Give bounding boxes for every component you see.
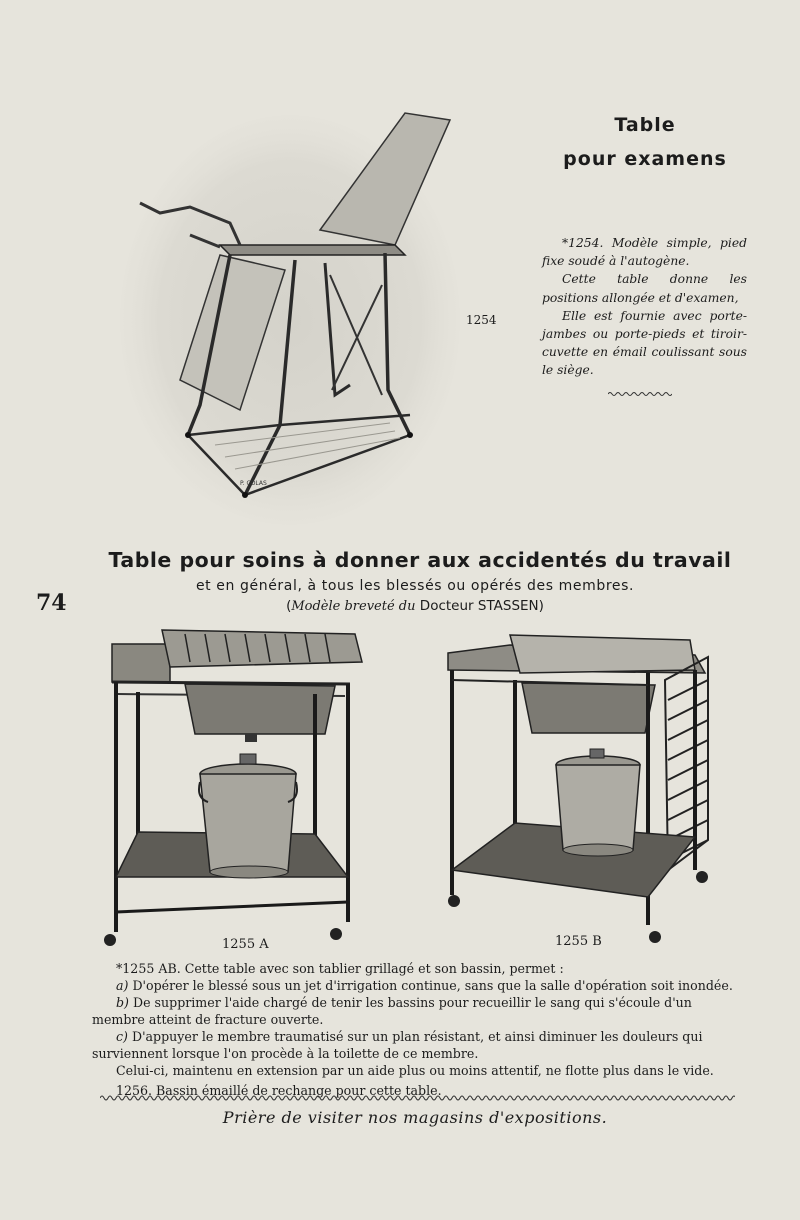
top-description (542, 234, 747, 380)
top-title-line2: pour examens (563, 148, 727, 170)
figure-signature: P. COLAS (240, 480, 267, 487)
caption-1255a: 1255 A (222, 937, 269, 952)
item-a-label: a) (116, 978, 129, 993)
footer-text: Prière de visiter nos magasins d'expositions. (222, 1108, 608, 1127)
caption-1255b: 1255 B (555, 934, 602, 949)
item-b (92, 994, 737, 1028)
line-1256: 1256. Bassin émaillé de rechange pour cette table. (116, 1083, 442, 1098)
bottom-description (92, 960, 737, 1099)
table-1255a-illustration (100, 622, 370, 947)
item-b-text: De supprimer l'aide chargé de tenir les bassins pour recueillir le sang qui s'écoule d'un membre atteint de fracture ouverte. (92, 995, 692, 1027)
item-a-text: D'opérer le blessé sous un jet d'irrigation continue, sans que la salle d'opération soit inondée. (132, 978, 733, 993)
intro-line: *1255 AB. Cette table avec son tablier grillagé et son bassin, permet : (116, 961, 564, 976)
main-subtitle: et en général, à tous les blessés ou opérés des membres. (195, 578, 635, 594)
item-c-text: D'appuyer le membre traumatisé sur un plan résistant, et ainsi diminuer les douleurs qui surviennent lorsque l'on procède à la toilette de ce membre. (92, 1029, 703, 1061)
top-desc-para3: Elle est fournie avec porte-jambes ou porte-pieds et tiroir-cuvette en émail coulissant sous le siège. (542, 308, 747, 378)
top-desc-para2: Cette table donne les positions allongée et d'examen, (542, 272, 747, 305)
item-c-label: c) (116, 1029, 128, 1044)
top-title-line1: Table (614, 114, 676, 136)
celui-line: Celui-ci, maintenu en extension par un aide plus ou moins attentif, ne flotte plus dans le vide. (116, 1063, 714, 1078)
item-a (92, 977, 737, 994)
model-name: Docteur STASSEN) (419, 598, 544, 614)
table-1255b-illustration (440, 625, 715, 950)
page-number: 74 (36, 590, 67, 616)
main-title: Table pour soins à donner aux accidentés du travail (108, 548, 732, 572)
model-italic: Modèle breveté du (291, 599, 416, 614)
item-b-label: b) (116, 995, 129, 1010)
top-desc-para1: *1254. Modèle simple, pied fixe soudé à l'autogène. (542, 236, 747, 269)
wavy-divider-short (608, 390, 672, 398)
item-c (92, 1028, 737, 1062)
model-line (100, 598, 730, 614)
wavy-divider-long (100, 1093, 735, 1103)
examination-table-illustration (120, 95, 460, 525)
model-open-paren: ( (286, 598, 292, 614)
ref-number-1254: 1254 (466, 313, 497, 327)
